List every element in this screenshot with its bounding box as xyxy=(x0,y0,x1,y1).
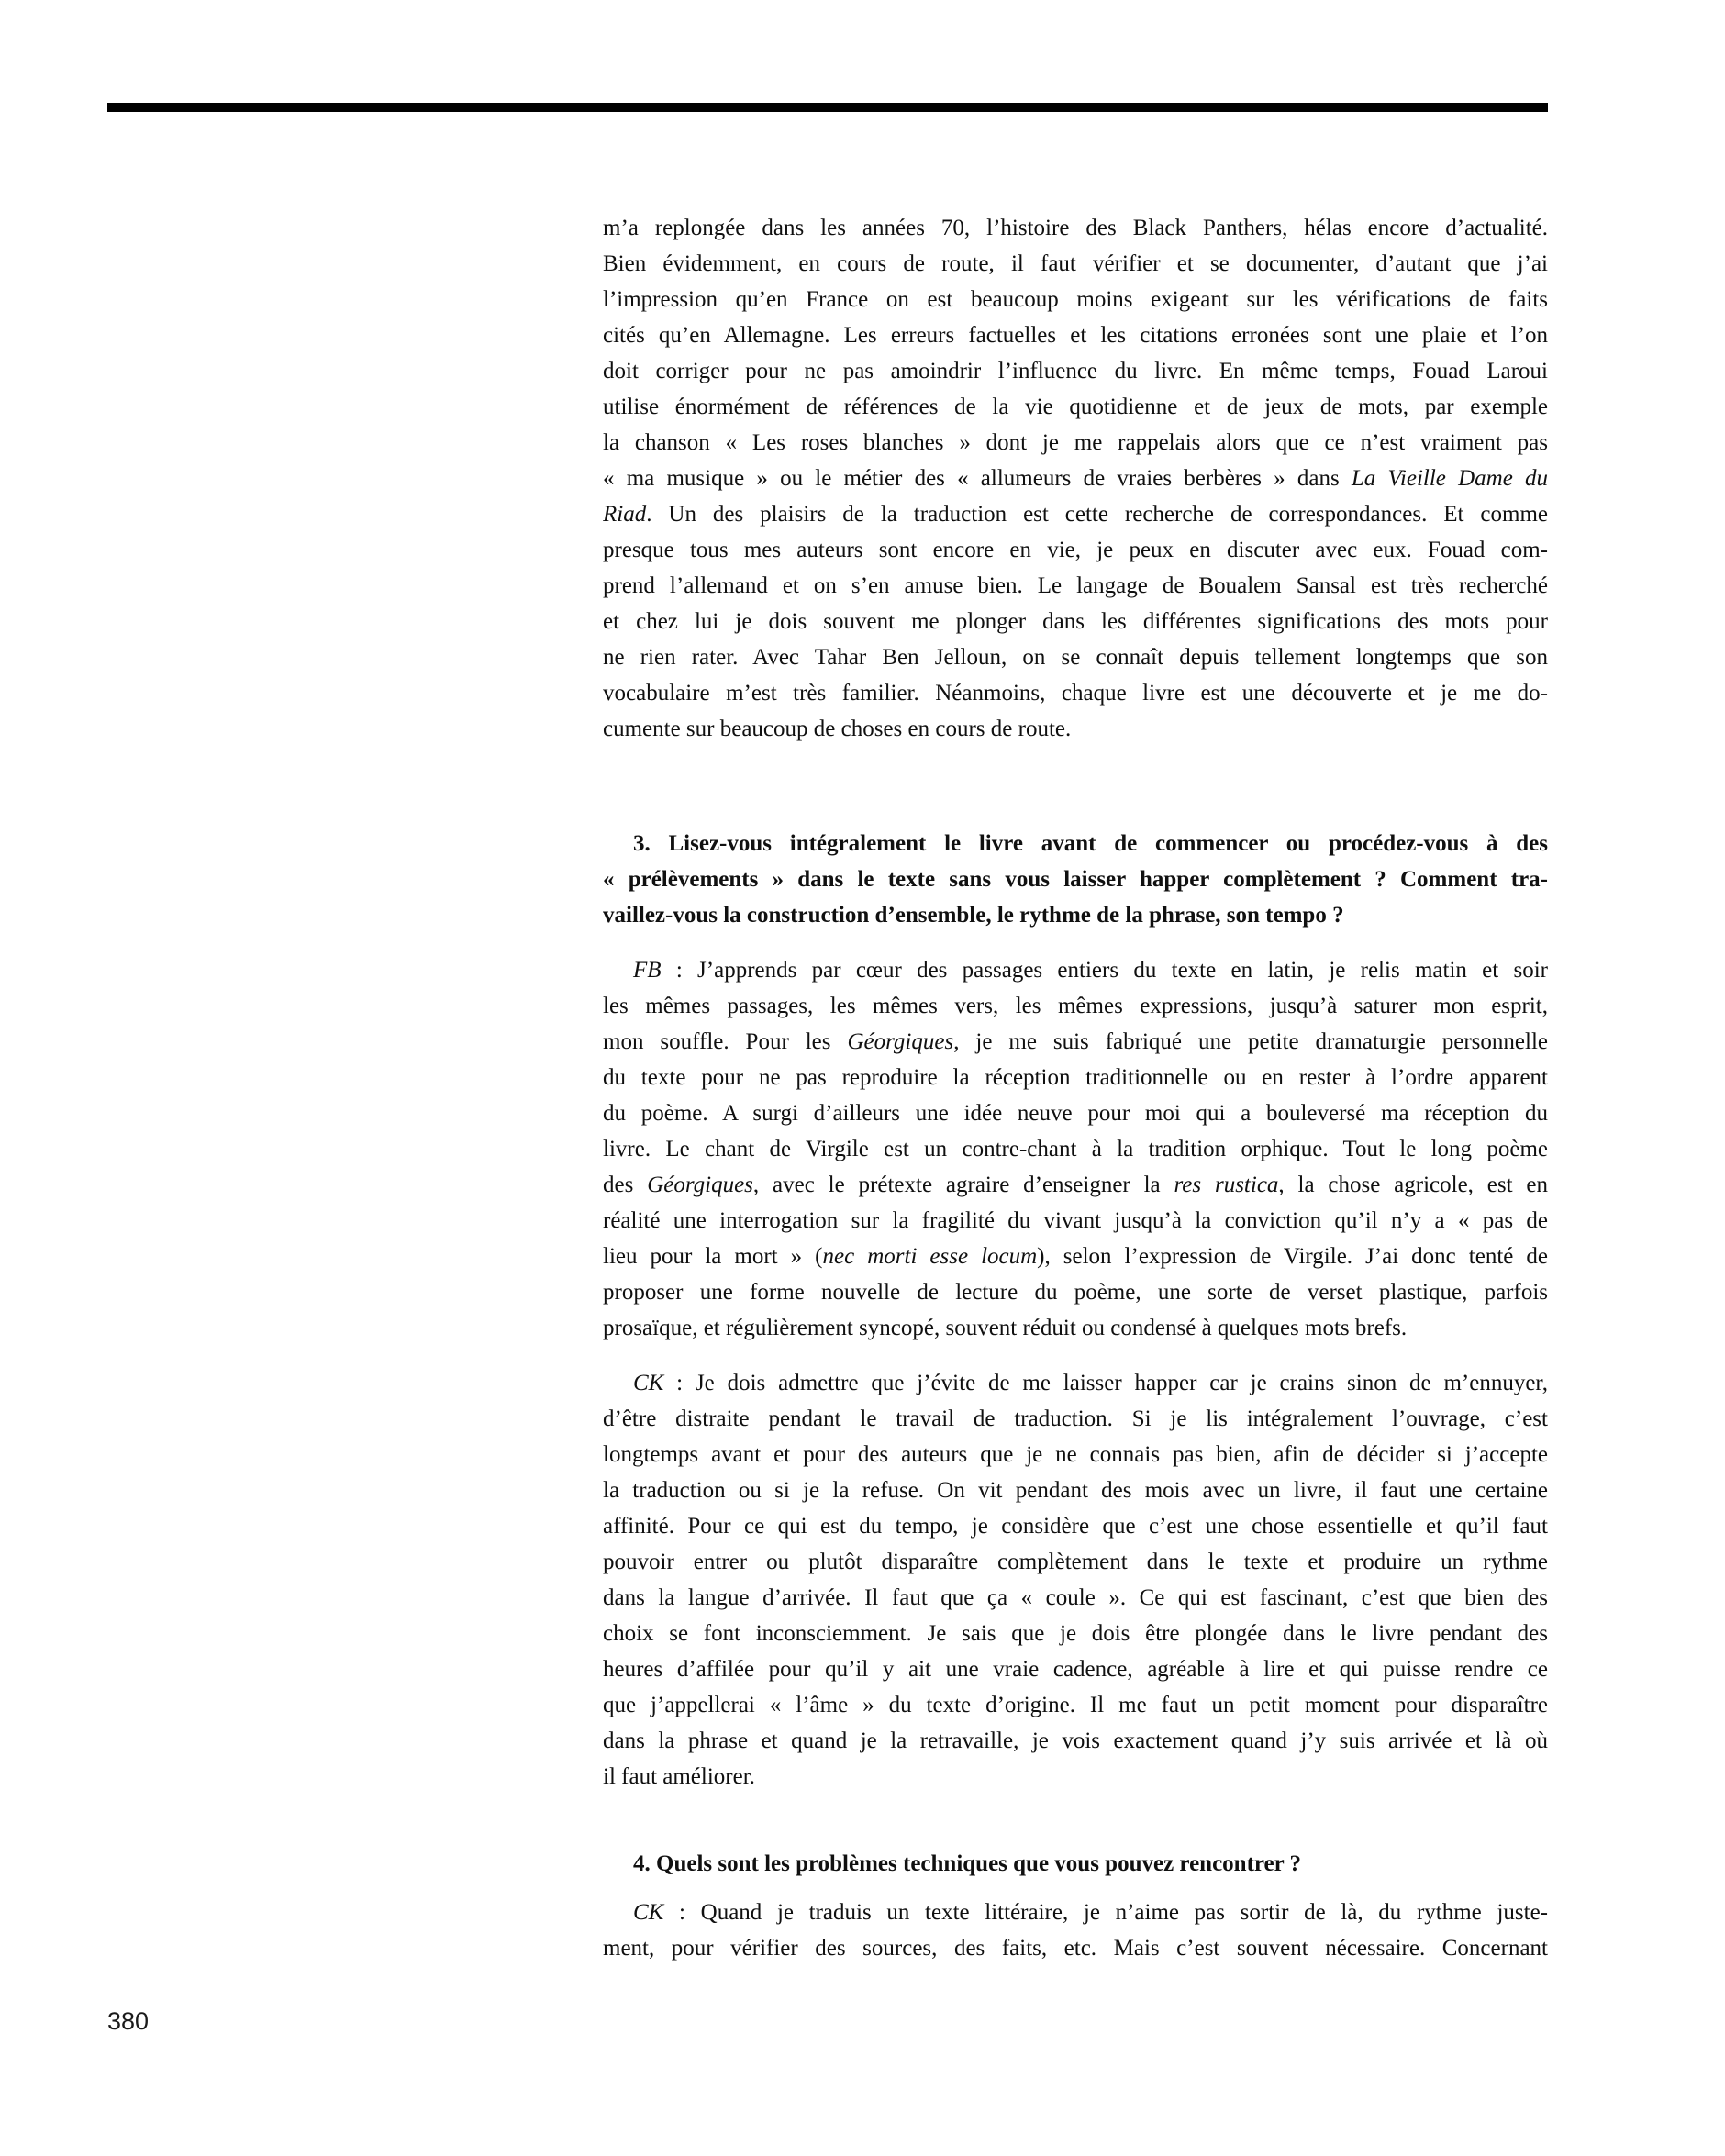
text-line xyxy=(603,861,1548,897)
text-line xyxy=(603,1095,1548,1131)
plain-text: cumente sur beaucoup de choses en cours de route. xyxy=(603,717,1072,741)
plain-text: les mêmes passages, les mêmes vers, les mêmes expressions, jusqu’à saturer mon esprit, xyxy=(603,994,1548,1018)
plain-text: la traduction ou si je la refuse. On vit pendant des mois avec un livre, il faut une certaine xyxy=(603,1478,1548,1503)
plain-text: ment, pour vérifier des sources, des faits, etc. Mais c’est souvent nécessaire. Concernant xyxy=(603,1936,1548,1961)
plain-text: cités qu’en Allemagne. Les erreurs factuelles et les citations erronées sont une plaie et l’on xyxy=(603,323,1548,348)
page-number: 380 xyxy=(107,2007,150,2035)
plain-text: utilise énormément de références de la vie quotidienne et de jeux de mots, par exemple xyxy=(603,395,1548,419)
text-line xyxy=(603,1930,1548,1966)
text-line xyxy=(603,1895,1548,1930)
text-line xyxy=(603,1508,1548,1544)
text-line xyxy=(603,425,1548,461)
plain-text: il faut améliorer. xyxy=(603,1764,755,1789)
plain-text: mon souffle. Pour les xyxy=(603,1029,848,1054)
plain-text: du texte pour ne pas reproduire la réception traditionnelle ou en rester à l’ordre apparent xyxy=(603,1065,1548,1090)
plain-text: la chanson « Les roses blanches » dont je me rappelais alors que ce n’est vraiment pas xyxy=(603,430,1548,455)
text-line xyxy=(603,1544,1548,1580)
text-line xyxy=(603,1759,1548,1795)
plain-text: proposer une forme nouvelle de lecture du poème, une sorte de verset plastique, parfois xyxy=(603,1280,1548,1305)
text-line xyxy=(603,1473,1548,1508)
italic-text: FB xyxy=(633,958,662,983)
text-line xyxy=(603,1723,1548,1759)
text-line xyxy=(603,1060,1548,1095)
plain-text: 4. Quels sont les problèmes techniques que vous pouvez rencontrer ? xyxy=(633,1851,1302,1876)
italic-text: Géorgiques xyxy=(647,1172,753,1197)
plain-text: « prélèvements » dans le texte sans vous laisser happer complètement ? Comment tra- xyxy=(603,867,1548,892)
plain-text: heures d’affilée pour qu’il y ait une vraie cadence, agréable à lire et qui puisse rendre ce xyxy=(603,1657,1548,1682)
text-line xyxy=(603,639,1548,675)
question-3-heading xyxy=(603,826,1548,933)
plain-text: 3. Lisez-vous intégralement le livre avant de commencer ou procédez-vous à des xyxy=(633,831,1548,856)
plain-text: d’être distraite pendant le travail de traduction. Si je lis intégralement l’ouvrage, c’est xyxy=(603,1406,1548,1431)
text-column xyxy=(603,0,1548,1966)
plain-text: doit corriger pour ne pas amoindrir l’influence du livre. En même temps, Fouad Laroui xyxy=(603,359,1548,383)
text-line xyxy=(603,1437,1548,1473)
plain-text: : J’apprends par cœur des passages entiers du texte en latin, je relis matin et soir xyxy=(661,958,1548,983)
text-line xyxy=(603,1401,1548,1437)
plain-text: presque tous mes auteurs sont encore en vie, je peux en discuter avec eux. Fouad com- xyxy=(603,538,1548,562)
italic-text: Riad xyxy=(603,502,647,527)
italic-text: res rustica xyxy=(1174,1172,1279,1197)
text-line xyxy=(603,1131,1548,1167)
text-line xyxy=(603,952,1548,988)
text-line xyxy=(603,353,1548,389)
text-line xyxy=(603,988,1548,1024)
plain-text: prend l’allemand et on s’en amuse bien. Le langage de Boualem Sansal est très recherché xyxy=(603,573,1548,598)
text-line xyxy=(603,282,1548,317)
text-line xyxy=(603,1580,1548,1616)
plain-text: que j’appellerai « l’âme » du texte d’origine. Il me faut un petit moment pour disparaître xyxy=(603,1693,1548,1717)
text-line xyxy=(603,210,1548,246)
plain-text: , je me suis fabriqué une petite dramaturgie personnelle xyxy=(953,1029,1548,1054)
text-line xyxy=(603,317,1548,353)
plain-text: du poème. A surgi d’ailleurs une idée neuve pour moi qui a bouleversé ma réception du xyxy=(603,1101,1548,1126)
plain-text: ne rien rater. Avec Tahar Ben Jelloun, on se connaît depuis tellement longtemps que son xyxy=(603,645,1548,670)
text-line xyxy=(603,897,1548,933)
italic-text: Géorgiques xyxy=(847,1029,954,1054)
text-line xyxy=(603,246,1548,282)
text-line xyxy=(603,826,1548,861)
text-line xyxy=(603,461,1548,496)
plain-text: longtemps avant et pour des auteurs que je ne connais pas bien, afin de décider si j’accepte xyxy=(603,1442,1548,1467)
text-line xyxy=(603,1239,1548,1274)
ck-answer-2-paragraph xyxy=(603,1895,1548,1966)
text-line xyxy=(603,1846,1548,1882)
plain-text: , la chose agricole, est en xyxy=(1278,1172,1548,1197)
text-line xyxy=(603,1167,1548,1203)
italic-text: La Vieille Dame du xyxy=(1351,466,1548,491)
plain-text: vocabulaire m’est très familier. Néanmoins, chaque livre est une découverte et je me do- xyxy=(603,681,1548,706)
text-line xyxy=(603,1203,1548,1239)
plain-text: dans la langue d’arrivée. Il faut que ça « coule ». Ce qui est fascinant, c’est que bien des xyxy=(603,1585,1548,1610)
plain-text: l’impression qu’en France on est beaucoup moins exigeant sur les vérifications de faits xyxy=(603,287,1548,312)
plain-text: : Je dois admettre que j’évite de me laisser happer car je crains sinon de m’ennuyer, xyxy=(663,1371,1548,1395)
text-line xyxy=(603,568,1548,604)
plain-text: dans la phrase et quand je la retravaille, je vois exactement quand j’y suis arrivée et là où xyxy=(603,1728,1548,1753)
text-line xyxy=(603,604,1548,639)
plain-text: des xyxy=(603,1172,648,1197)
italic-text: CK xyxy=(633,1371,664,1395)
text-line xyxy=(603,1274,1548,1310)
text-line xyxy=(603,389,1548,425)
plain-text: pouvoir entrer ou plutôt disparaître complètement dans le texte et produire un rythme xyxy=(603,1550,1548,1574)
plain-text: affinité. Pour ce qui est du tempo, je considère que c’est une chose essentielle et qu’il faut xyxy=(603,1514,1548,1539)
text-line xyxy=(603,1616,1548,1651)
ck-answer-paragraph xyxy=(603,1365,1548,1795)
text-line xyxy=(603,1310,1548,1346)
italic-text: nec morti esse locum xyxy=(822,1244,1038,1269)
text-line xyxy=(603,1365,1548,1401)
plain-text: m’a replongée dans les années 70, l’histoire des Black Panthers, hélas encore d’actualité. xyxy=(603,216,1548,240)
plain-text: réalité une interrogation sur la fragilité du vivant jusqu’à la conviction qu’il n’y a « pas de xyxy=(603,1208,1548,1233)
plain-text: choix se font inconsciemment. Je sais que je dois être plongée dans le livre pendant des xyxy=(603,1621,1548,1646)
fb-answer-paragraph xyxy=(603,952,1548,1346)
text-line xyxy=(603,1687,1548,1723)
continuation-paragraph xyxy=(603,210,1548,747)
italic-text: CK xyxy=(633,1900,664,1925)
question-4-heading xyxy=(603,1846,1548,1882)
text-line xyxy=(603,1651,1548,1687)
text-line xyxy=(603,496,1548,532)
plain-text: , avec le prétexte agraire d’enseigner la xyxy=(752,1172,1174,1197)
text-line xyxy=(603,711,1548,747)
plain-text: . Un des plaisirs de la traduction est cette recherche de correspondances. Et comme xyxy=(646,502,1548,527)
plain-text: « ma musique » ou le métier des « allumeurs de vraies berbères » dans xyxy=(603,466,1352,491)
plain-text: lieu pour la mort » ( xyxy=(603,1244,823,1269)
text-line xyxy=(603,1024,1548,1060)
plain-text: : Quand je traduis un texte littéraire, je n’aime pas sortir de là, du rythme juste- xyxy=(663,1900,1548,1925)
plain-text: et chez lui je dois souvent me plonger dans les différentes significations des mots pour xyxy=(603,609,1548,634)
text-line xyxy=(603,532,1548,568)
plain-text: livre. Le chant de Virgile est un contre-chant à la tradition orphique. Tout le long poème xyxy=(603,1137,1548,1161)
plain-text: ), selon l’expression de Virgile. J’ai donc tenté de xyxy=(1037,1244,1548,1269)
plain-text: Bien évidemment, en cours de route, il faut vérifier et se documenter, d’autant que j’ai xyxy=(603,251,1548,276)
text-line xyxy=(603,675,1548,711)
plain-text: prosaïque, et régulièrement syncopé, souvent réduit ou condensé à quelques mots brefs. xyxy=(603,1316,1408,1340)
plain-text: vaillez-vous la construction d’ensemble, le rythme de la phrase, son tempo ? xyxy=(603,903,1344,928)
